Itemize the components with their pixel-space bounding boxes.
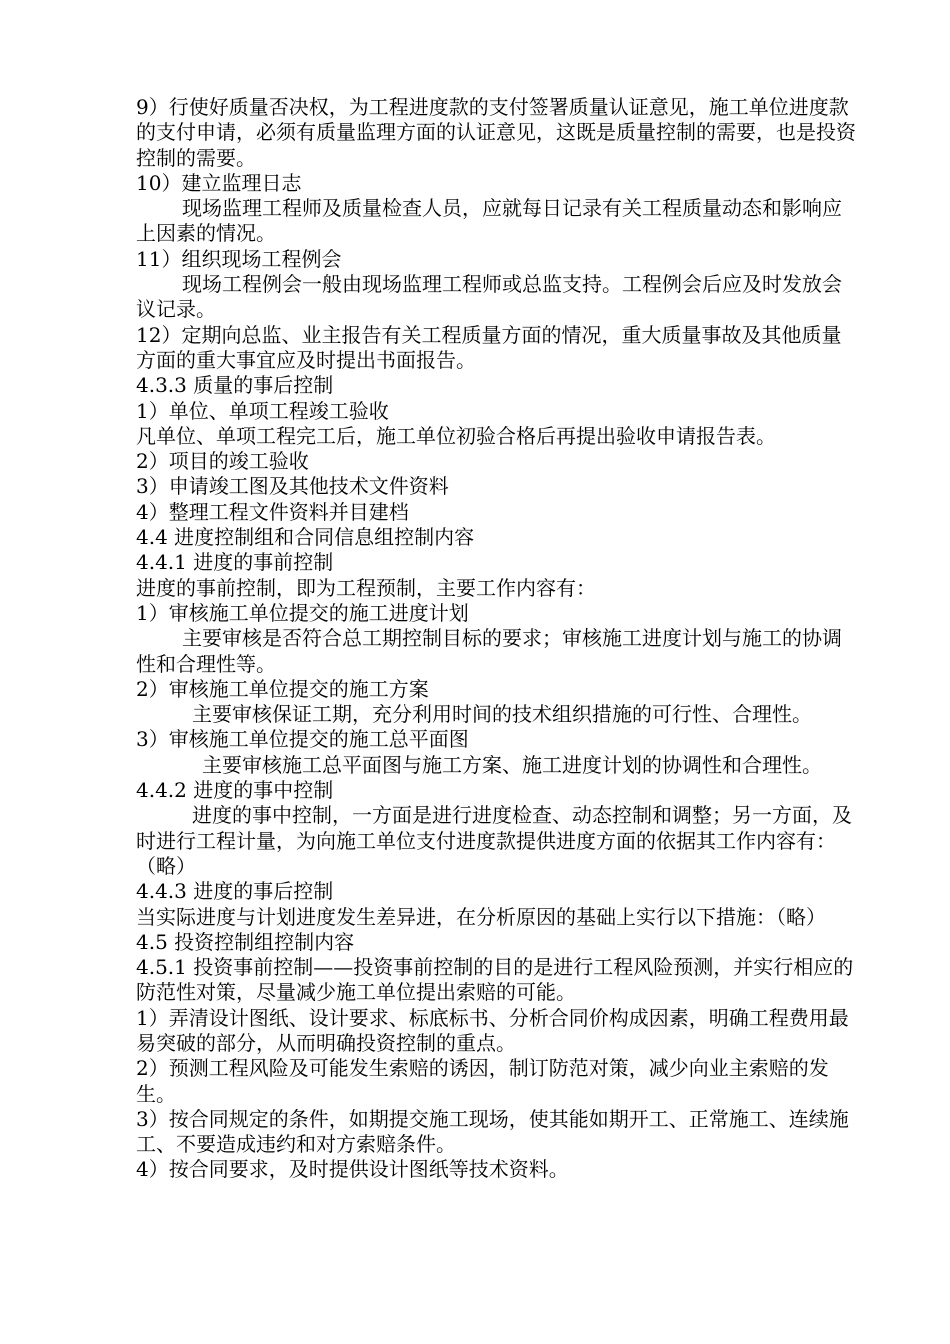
paragraph-text: 主要审核保证工期，充分利用时间的技术组织措施的可行性、合理性。 <box>192 702 812 727</box>
section-heading-4-4-2: 4.4.2 进度的事中控制 <box>136 778 334 803</box>
document-page <box>136 95 860 1183</box>
section-heading-4-4-3: 4.4.3 进度的事后控制 <box>136 879 334 904</box>
list-item-1: 1）审核施工单位提交的施工进度计划 <box>136 600 469 625</box>
list-item-4: 4）按合同要求，及时提供设计图纸等技术资料。 <box>136 1157 569 1182</box>
paragraph-text: 进度的事前控制，即为工程预制，主要工作内容有： <box>136 575 596 600</box>
list-item-3: 3）申请竣工图及其他技术文件资料 <box>136 474 449 499</box>
paragraph-text: 进度的事中控制，一方面是进行进度检查、动态控制和调整；另一方面，及时进行工程计量，为向施工单位支付进度款提供进度方面的依据其工作内容有：（略） <box>136 803 852 878</box>
paragraph-item-11-body: 现场工程例会一般由现场监理工程师或总监支持。工程例会后应及时发放会议记录。 <box>136 272 842 322</box>
paragraph-item-9: 9）行使好质量否决权，为工程进度款的支付签署质量认证意见，施工单位进度款的支付申请，必须有质量监理方面的认证意见，这既是质量控制的需要，也是投资控制的需要。 <box>136 95 856 170</box>
paragraph-text: 主要审核是否符合总工期控制目标的要求；审核施工进度计划与施工的协调性和合理性等。 <box>136 626 842 676</box>
section-heading-4-3-3: 4.3.3 质量的事后控制 <box>136 373 334 398</box>
list-item-2: 2）审核施工单位提交的施工方案 <box>136 676 429 701</box>
list-item-4: 4）整理工程文件资料并目建档 <box>136 499 409 524</box>
paragraph-text: 主要审核施工总平面图与施工方案、施工进度计划的协调性和合理性。 <box>202 752 822 777</box>
list-item-3: 3）按合同规定的条件，如期提交施工现场，使其能如期开工、正常施工、连续施工、不要造成违约和对方索赔条件。 <box>136 1106 849 1157</box>
paragraph-item-10-body: 现场监理工程师及质量检查人员，应就每日记录有关工程质量动态和影响应上因素的情况。 <box>136 196 842 246</box>
list-item-1: 1）单位、单项工程竣工验收 <box>136 398 389 423</box>
list-item-2: 2）项目的竣工验收 <box>136 449 309 474</box>
list-item-3: 3）审核施工单位提交的施工总平面图 <box>136 727 469 752</box>
section-heading-4-4-1: 4.4.1 进度的事前控制 <box>136 550 334 575</box>
heading-item-10: 10）建立监理日志 <box>136 170 302 195</box>
list-item-2: 2）预测工程风险及可能发生索赔的诱因，制订防范对策，减少向业主索赔的发生。 <box>136 1056 829 1106</box>
section-heading-4-5: 4.5 投资控制组控制内容 <box>136 929 355 954</box>
paragraph-text: 凡单位、单项工程完工后，施工单位初验合格后再提出验收申请报告表。 <box>136 423 776 448</box>
heading-item-11: 11）组织现场工程例会 <box>136 246 342 271</box>
section-heading-4-5-1: 4.5.1 投资事前控制——投资事前控制的目的是进行工程风险预测，并实行相应的防范性对策，尽量减少施工单位提出索赔的可能。 <box>136 955 854 1005</box>
list-item-1: 1）弄清设计图纸、设计要求、标底标书、分析合同价构成因素，明确工程费用最易突破的部分，从而明确投资控制的重点。 <box>136 1005 849 1055</box>
section-heading-4-4: 4.4 进度控制组和合同信息组控制内容 <box>136 525 475 550</box>
paragraph-item-12: 12）定期向总监、业主报告有关工程质量方面的情况，重大质量事故及其他质量方面的重大事宜应及时提出书面报告。 <box>136 322 842 372</box>
paragraph-text: 当实际进度与计划进度发生差异进，在分析原因的基础上实行以下措施：（略） <box>136 904 826 929</box>
